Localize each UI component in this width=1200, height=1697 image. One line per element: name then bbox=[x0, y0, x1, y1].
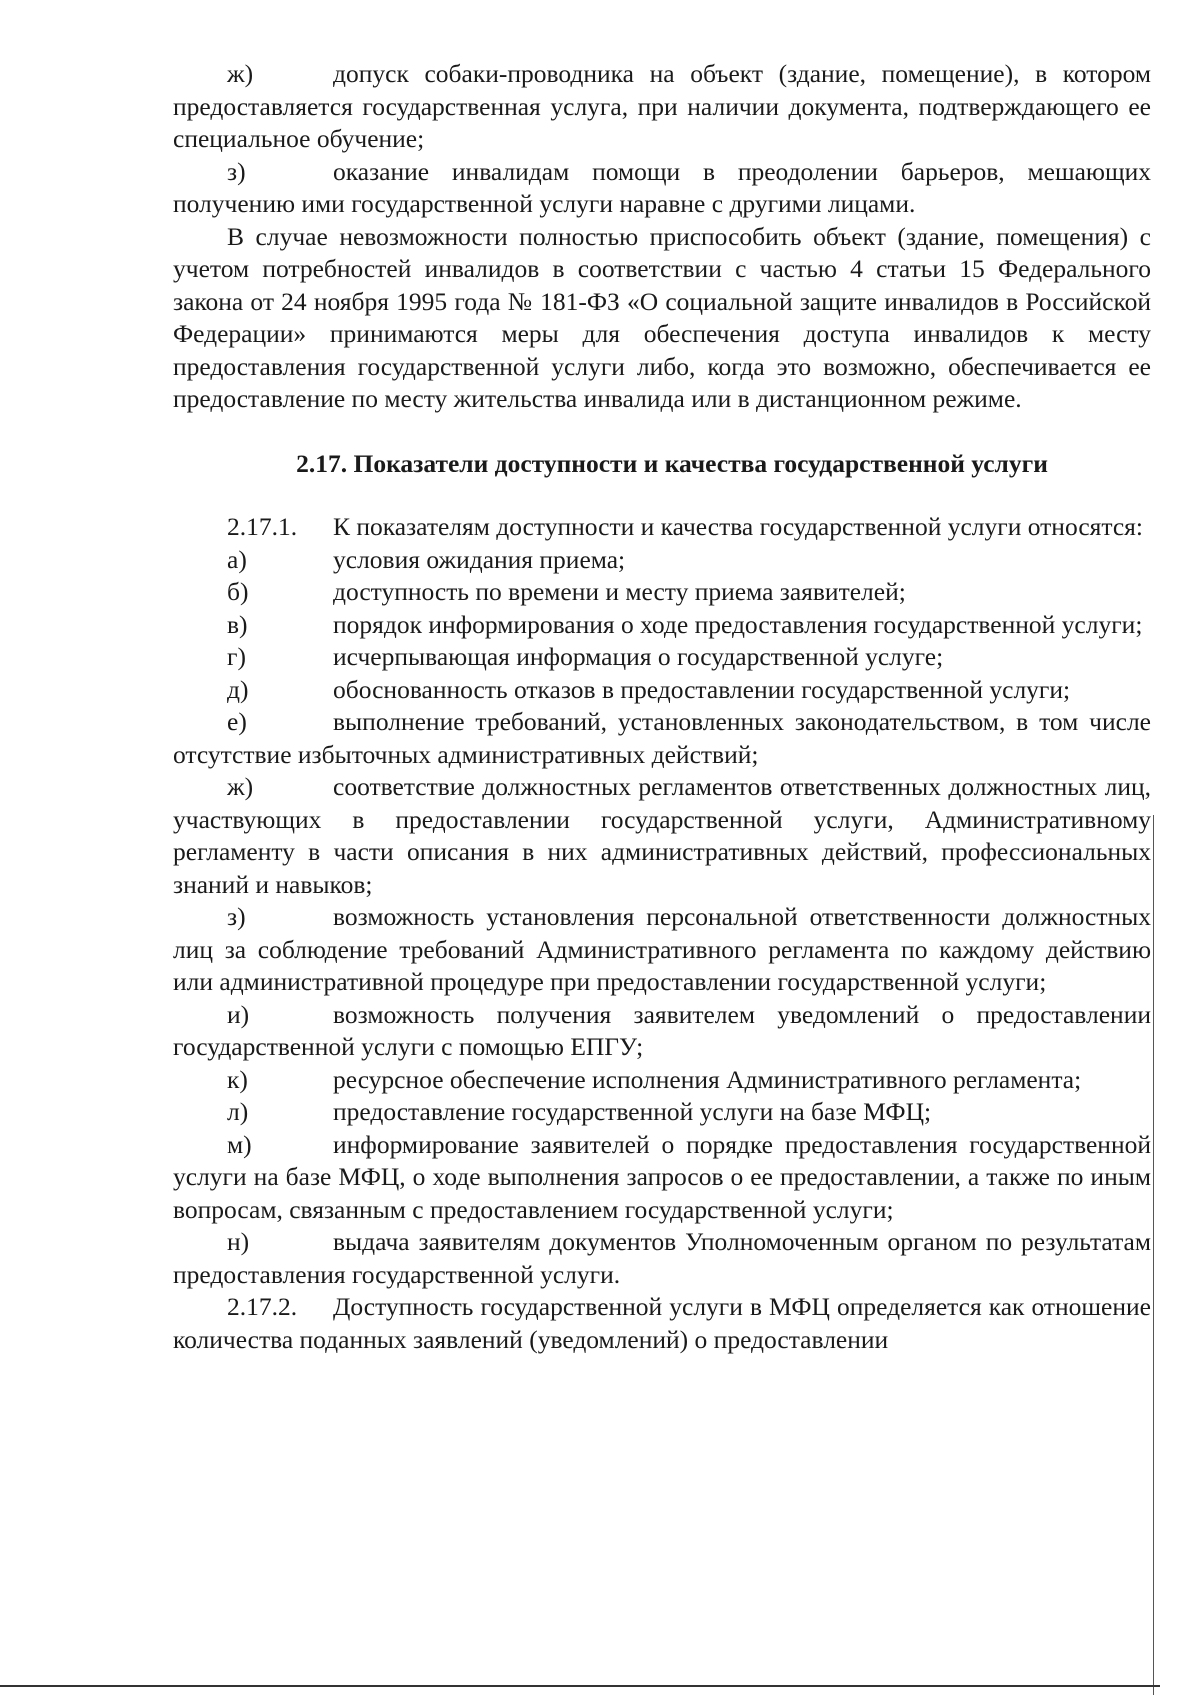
item-text: обоснованность отказов в предоставлении государственной услуги; bbox=[333, 674, 1071, 704]
item-text: соответствие должностных регламентов ответственных должностных лиц, участвующих в предоставлении государственной услуги, Административному регламенту в части описания в них административных действий, профессиональных знаний и навыков; bbox=[173, 772, 1151, 899]
list-item bbox=[173, 1096, 1151, 1129]
list-item bbox=[173, 706, 1151, 771]
item-label: з) bbox=[227, 902, 246, 931]
list-item bbox=[173, 609, 1151, 642]
list-item bbox=[173, 1129, 1151, 1227]
item-label: в) bbox=[227, 609, 248, 639]
item-label: м) bbox=[227, 1129, 252, 1159]
item-text: ресурсное обеспечение исполнения Административного регламента; bbox=[333, 1064, 1082, 1094]
item-label: д) bbox=[227, 674, 249, 704]
item-label: з) bbox=[227, 156, 246, 186]
item-label: г) bbox=[227, 642, 246, 671]
item-text: возможность получения заявителем уведомлений о предоставлении государственной услуги с помощью ЕПГУ; bbox=[173, 999, 1151, 1061]
list-item bbox=[173, 674, 1151, 707]
item-text: информирование заявителей о порядке предоставления государственной услуги на базе МФЦ, о ходе выполнения запросов о ее предоставлении, а также по иным вопросам, связанным с предоставлением государственной услуги; bbox=[173, 1129, 1151, 1224]
document-page bbox=[173, 58, 1151, 1356]
list-item bbox=[173, 544, 1151, 577]
scan-edge-line bbox=[1153, 815, 1154, 1695]
item-label: к) bbox=[227, 1064, 248, 1094]
section-heading: 2.17. Показатели доступности и качества государственной услуги bbox=[296, 448, 1048, 478]
item-label: б) bbox=[227, 577, 249, 606]
clause-2-17-1 bbox=[173, 511, 1151, 544]
item-label: ж) bbox=[227, 772, 254, 801]
item-text: допуск собаки-проводника на объект (здание, помещение), в котором предоставляется государственная услуга, при наличии документа, подтверждающего ее специальное обучение; bbox=[173, 59, 1151, 153]
item-text: порядок информирования о ходе предоставления государственной услуги; bbox=[333, 609, 1143, 639]
paragraph-disability-access: В случае невозможности полностью приспособить объект (здание, помещения) с учетом потребностей инвалидов в соответствии с частью 4 статьи 15 Федерального закона от 24 ноября 1995 года № 181-ФЗ «О социальной защите инвалидов в Российской Федерации» принимаются меры для обеспечения доступа инвалидов к месту предоставления государственной услуги либо, когда это возможно, обеспечивается ее предоставление по месту жительства инвалида или в дистанционном режиме. bbox=[173, 221, 1151, 413]
list-item bbox=[173, 576, 1151, 609]
item-text: доступность по времени и месту приема заявителей; bbox=[333, 577, 906, 606]
item-text: выполнение требований, установленных законодательством, в том числе отсутствие избыточных административных действий; bbox=[173, 707, 1151, 769]
list-item bbox=[173, 1064, 1151, 1097]
list-item bbox=[173, 1226, 1151, 1291]
clause-text: К показателям доступности и качества государственной услуги относятся: bbox=[333, 512, 1143, 541]
item-text: оказание инвалидам помощи в преодолении барьеров, мешающих получению ими государственной услуги наравне с другими лицами. bbox=[173, 156, 1151, 218]
item-text: условия ожидания приема; bbox=[333, 544, 626, 574]
clause-text: Доступность государственной услуги в МФЦ определяется как отношение количества поданных заявлений (уведомлений) о предоставлении bbox=[173, 1292, 1151, 1354]
item-label: и) bbox=[227, 999, 250, 1029]
list-item bbox=[173, 901, 1151, 999]
list-item bbox=[173, 58, 1151, 156]
item-label: н) bbox=[227, 1227, 250, 1256]
list-item bbox=[173, 641, 1151, 674]
item-text: предоставление государственной услуги на базе МФЦ; bbox=[333, 1097, 932, 1126]
clause-number: 2.17.2. bbox=[227, 1292, 298, 1321]
item-text: выдача заявителям документов Уполномоченным органом по результатам предоставления государственной услуги. bbox=[173, 1227, 1151, 1289]
list-item bbox=[173, 156, 1151, 221]
item-label: ж) bbox=[227, 59, 254, 88]
item-label: л) bbox=[227, 1097, 249, 1126]
item-label: а) bbox=[227, 544, 247, 574]
item-label: е) bbox=[227, 707, 247, 736]
list-item bbox=[173, 771, 1151, 901]
clause-number: 2.17.1. bbox=[227, 512, 298, 541]
item-text: возможность установления персональной ответственности должностных лиц за соблюдение требований Административного регламента по каждому действию или административной процедуре при предоставлении государственной услуги; bbox=[173, 902, 1151, 996]
item-text: исчерпывающая информация о государственной услуге; bbox=[333, 642, 944, 671]
clause-2-17-2 bbox=[173, 1291, 1151, 1356]
list-item bbox=[173, 999, 1151, 1064]
scan-bottom-line bbox=[0, 1685, 1160, 1687]
criteria-list bbox=[173, 544, 1151, 1292]
